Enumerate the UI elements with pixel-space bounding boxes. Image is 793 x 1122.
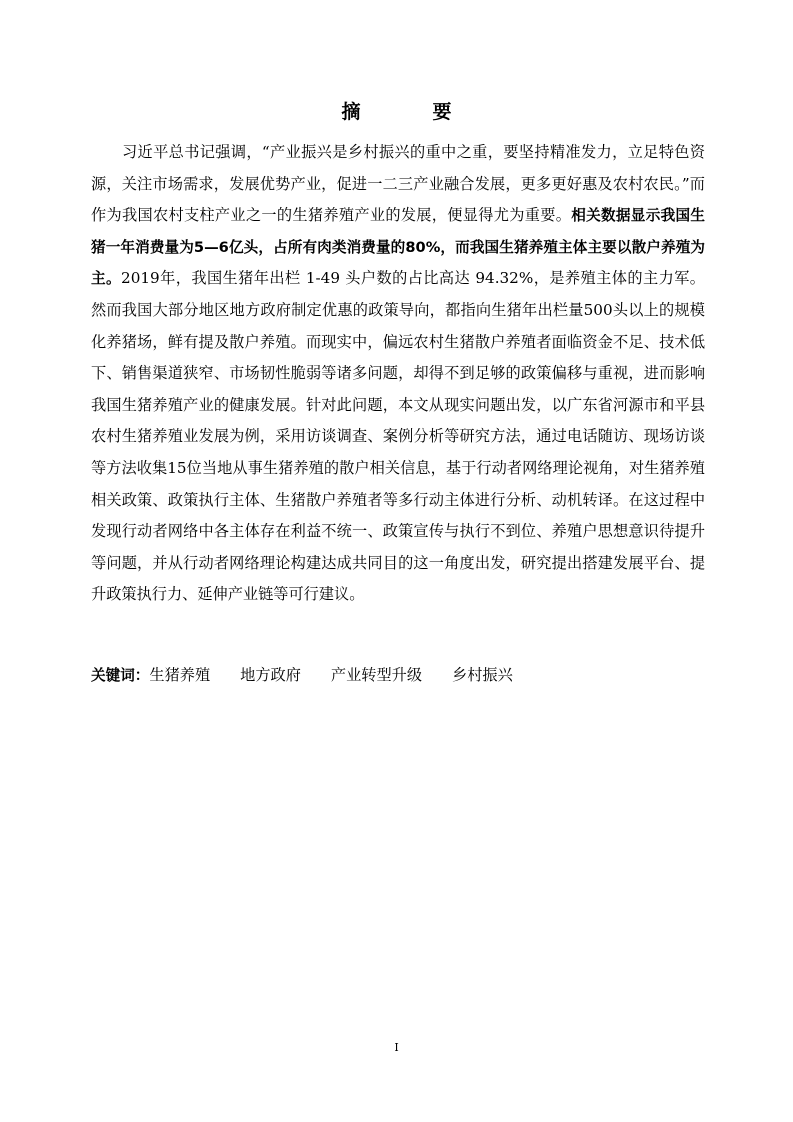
- keyword-item: 产业转型升级: [330, 666, 423, 684]
- keyword-item: 地方政府: [240, 666, 301, 684]
- keyword-item: 乡村振兴: [452, 666, 513, 684]
- title-char-right: 要: [432, 101, 452, 123]
- abstract-paragraph: [91, 137, 705, 611]
- abstract-part-3: 2019年，我国生猪年出栏 1-49 头户数的占比高达 94.32%，是养殖主体的主力军。然而我国大部分地区地方政府制定优惠的政策导向，都指向生猪年出栏量500头以上的规模化养猪场，鲜有提及散户养殖。而现实中，偏远农村生猪散户养殖者面临资金不足、技术低下、销售渠道狭窄、市场韧性脆弱等诸多问题，却得不到足够的政策偏移与重视，进而影响我国生猪养殖产业的健康发展。针对此问题，本文从现实问题出发，以广东省河源市和平县农村生猪养殖业发展为例，采用访谈调查、案例分析等研究方法，通过电话随访、现场访谈等方法收集15位当地从事生猪养殖的散户相关信息，基于行动者网络理论视角，对生猪养殖相关政策、政策执行主体、生猪散户养殖者等多行动主体进行分析、动机转译。在这过程中发现行动者网络中各主体存在利益不统一、政策宣传与执行不到位、养殖户思想意识待提升等问题，并从行动者网络理论构建达成共同目的这一角度出发，研究提出搭建发展平台、提升政策执行力、延伸产业链等可行建议。: [91, 269, 705, 604]
- title-char-left: 摘: [341, 101, 361, 123]
- keywords-label: 关键词：: [91, 667, 150, 684]
- abstract-title: [0, 98, 793, 126]
- keywords-line: [91, 660, 705, 692]
- abstract-part-2-bold: 相关数据显示我国生猪一年消费量为5—6亿头，占所有肉类消费量的80%，而我国生猪养殖主体主要以散户养殖为主。: [91, 207, 705, 288]
- abstract-part-1: 习近平总书记强调，“产业振兴是乡村振兴的重中之重，要坚持精准发力，立足特色资源，关注市场需求，发展优势产业，促进一二三产业融合发展，更多更好惠及农村农民。”而作为我国农村支柱产业之一的生猪养殖产业的发展，便显得尤为重要。: [91, 143, 705, 225]
- keyword-item: 生猪养殖: [149, 666, 211, 684]
- page-number: I: [394, 1041, 399, 1054]
